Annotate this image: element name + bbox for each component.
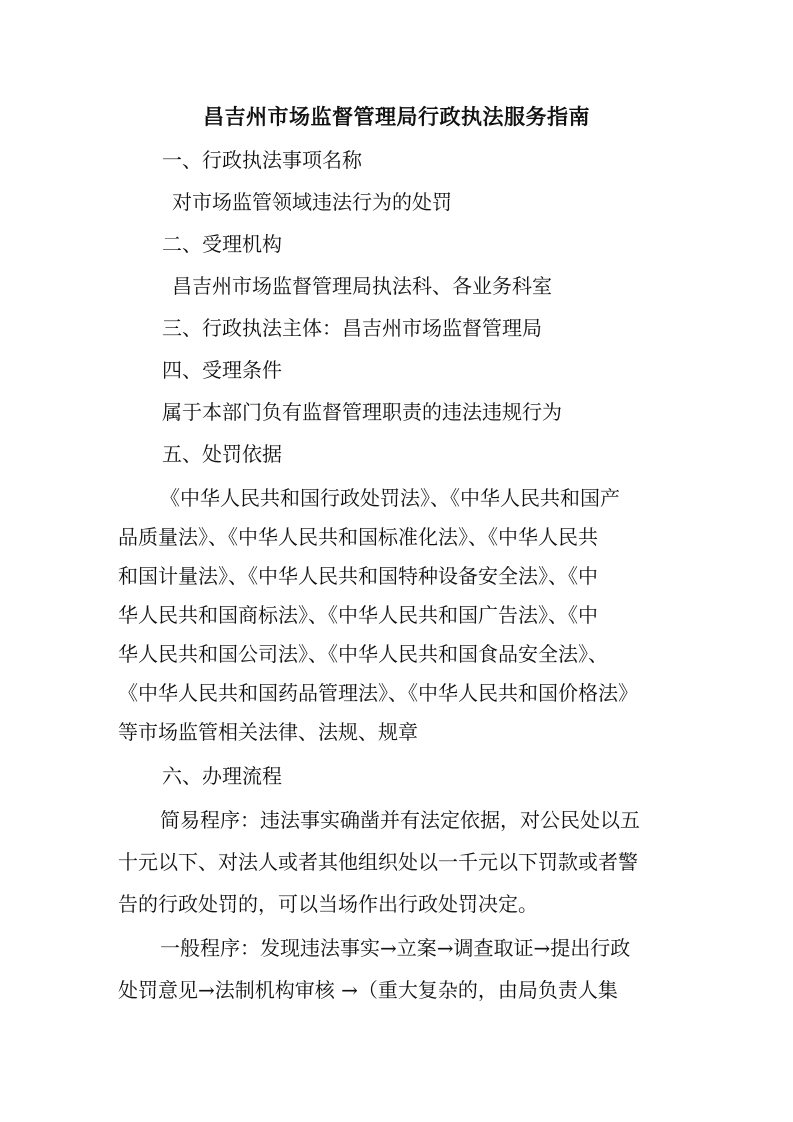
section-1-heading: 一、行政执法事项名称: [162, 148, 362, 172]
section-5-line: 等市场监管相关法律、法规、规章: [118, 720, 418, 744]
section-1-content: 对市场监管领域违法行为的处罚: [172, 190, 452, 214]
general-procedure-line: 处罚意见→法制机构审核 →（重大复杂的，由局负责人集: [118, 978, 618, 1002]
section-5-line: 华人民共和国公司法》、《中华人民共和国食品安全法》、: [118, 642, 608, 666]
simple-procedure-line: 简易程序：违法事实确凿并有法定依据，对公民处以五: [160, 808, 640, 832]
section-5-line: 品质量法》、《中华人民共和国标准化法》、《中华人民共: [118, 525, 598, 549]
section-5-line: 华人民共和国商标法》、《中华人民共和国广告法》、《中: [118, 603, 598, 627]
section-5-line: 《中华人民共和国药品管理法》、《中华人民共和国价格法》: [118, 681, 638, 705]
general-procedure-line: 一般程序：发现违法事实→立案→调查取证→提出行政: [160, 936, 631, 960]
section-3-heading: 三、行政执法主体：昌吉州市场监督管理局: [162, 316, 542, 340]
section-4-heading: 四、受理条件: [162, 358, 282, 382]
section-6-heading: 六、办理流程: [162, 764, 282, 788]
simple-procedure-line: 告的行政处罚的，可以当场作出行政处罚决定。: [118, 892, 538, 916]
section-4-content: 属于本部门负有监督管理职责的违法违规行为: [162, 400, 562, 424]
section-2-content: 昌吉州市场监督管理局执法科、各业务科室: [172, 274, 552, 298]
section-5-line: 《中华人民共和国行政处罚法》、《中华人民共和国产: [160, 486, 620, 510]
document-title: 昌吉州市场监督管理局行政执法服务指南: [203, 104, 590, 129]
section-2-heading: 二、受理机构: [162, 232, 282, 256]
section-5-line: 和国计量法》、《中华人民共和国特种设备安全法》、《中: [118, 564, 598, 588]
simple-procedure-line: 十元以下、对法人或者其他组织处以一千元以下罚款或者警: [118, 850, 638, 874]
section-5-heading: 五、处罚依据: [162, 442, 282, 466]
